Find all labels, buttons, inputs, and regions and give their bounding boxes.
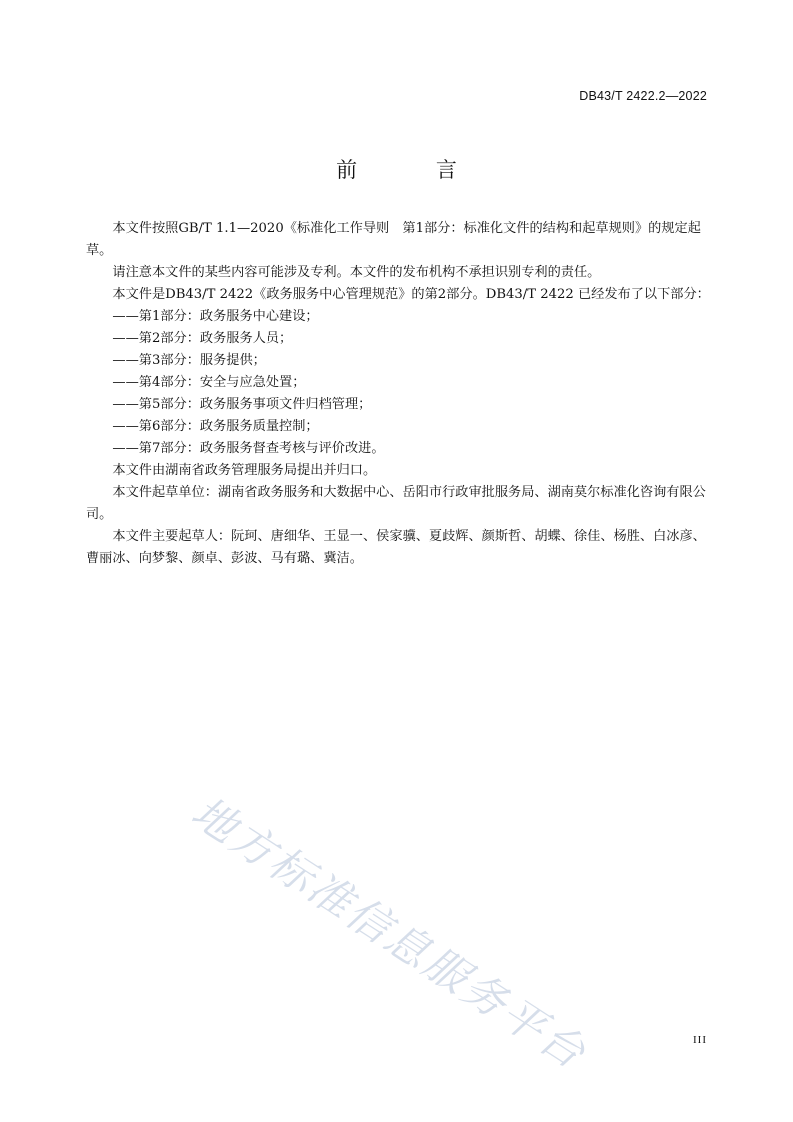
list-item: ——第3部分：服务提供； (112, 353, 266, 368)
list-item: ——第1部分：政务服务中心建设； (112, 309, 319, 324)
list-item: ——第4部分：安全与应急处置； (112, 375, 306, 390)
page-title: 前 言 (336, 158, 493, 182)
paragraph-drafters: 本文件主要起草人：阮珂、唐细华、王显一、侯家骥、夏歧辉、颜斯哲、胡蝶、徐佳、杨胜、白冰彦、曹丽冰、向梦黎、颜卓、彭波、马有璐、冀洁。 (86, 529, 706, 566)
paragraph-drafting-units: 本文件起草单位：湖南省政务服务和大数据中心、岳阳市行政审批服务局、湖南莫尔标准化咨询有限公司。 (86, 485, 706, 522)
page-number: III (693, 1034, 707, 1046)
document-code: DB43/T 2422.2—2022 (579, 89, 707, 103)
list-item: ——第2部分：政务服务人员； (112, 331, 293, 346)
paragraph-proposer: 本文件由湖南省政务管理服务局提出并归口。 (112, 463, 377, 478)
paragraph-drafting-basis: 本文件按照GB/T 1.1—2020《标准化工作导则 第1部分：标准化文件的结构和起草规则》的规定起草。 (86, 221, 701, 258)
list-item: ——第5部分：政务服务事项文件归档管理； (112, 397, 372, 412)
paragraph-patent-notice: 请注意本文件的某些内容可能涉及专利。本文件的发布机构不承担识别专利的责任。 (112, 265, 601, 280)
watermark: 地方标准信息服务平台 (182, 787, 596, 1080)
list-item: ——第7部分：政务服务督查考核与评价改进。 (112, 441, 385, 456)
paragraph-series-intro: 本文件是DB43/T 2422《政务服务中心管理规范》的第2部分。DB43/T 2422 已经发布了以下部分： (112, 287, 710, 302)
foreword-body (86, 218, 710, 570)
list-item: ——第6部分：政务服务质量控制； (112, 419, 319, 434)
